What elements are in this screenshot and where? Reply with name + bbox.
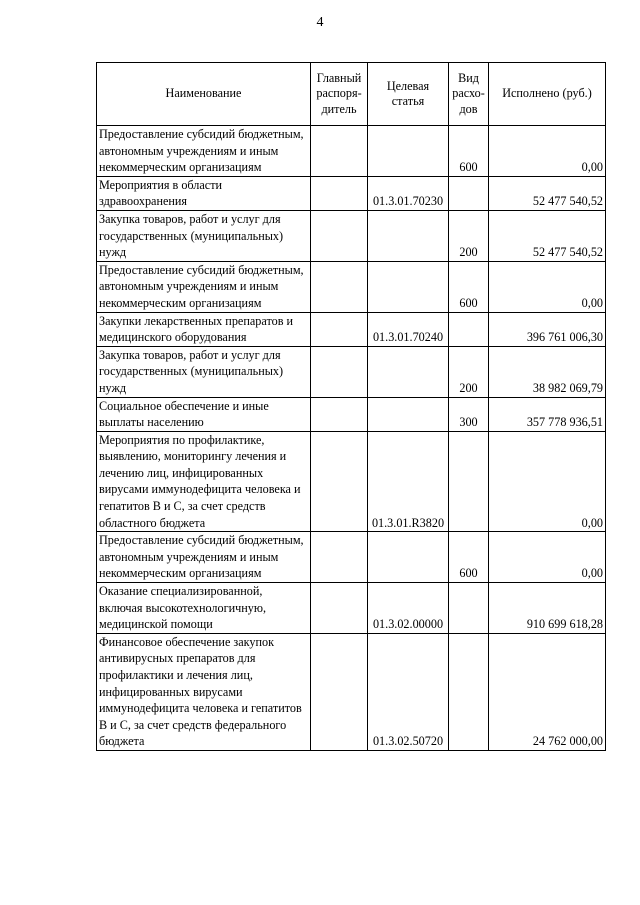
cell-name: Предоставление субсидий бюджетным, автономным учреждениям и иным некоммерческим организациям xyxy=(97,261,311,312)
cell-target xyxy=(368,126,449,177)
cell-manager xyxy=(311,261,368,312)
cell-executed: 357 778 936,51 xyxy=(489,397,606,431)
table-row xyxy=(97,176,606,210)
cell-type: 200 xyxy=(449,346,489,397)
cell-executed: 24 762 000,00 xyxy=(489,633,606,750)
cell-manager xyxy=(311,633,368,750)
cell-name: Закупки лекарственных препаратов и медицинского оборудования xyxy=(97,312,311,346)
cell-target xyxy=(368,532,449,583)
cell-target xyxy=(368,397,449,431)
cell-manager xyxy=(311,176,368,210)
cell-name: Социальное обеспечение и иные выплаты населению xyxy=(97,397,311,431)
header-row xyxy=(97,63,606,126)
cell-manager xyxy=(311,210,368,261)
cell-type: 600 xyxy=(449,532,489,583)
header-name: Наименование xyxy=(97,63,311,126)
table-row xyxy=(97,397,606,431)
cell-manager xyxy=(311,346,368,397)
cell-executed: 0,00 xyxy=(489,431,606,532)
cell-type: 300 xyxy=(449,397,489,431)
table-row xyxy=(97,312,606,346)
table-row xyxy=(97,346,606,397)
cell-executed: 396 761 006,30 xyxy=(489,312,606,346)
cell-manager xyxy=(311,583,368,634)
cell-type xyxy=(449,431,489,532)
cell-name: Закупка товаров, работ и услуг для государственных (муниципальных) нужд xyxy=(97,346,311,397)
cell-target xyxy=(368,261,449,312)
cell-type: 600 xyxy=(449,261,489,312)
table-row xyxy=(97,261,606,312)
cell-manager xyxy=(311,532,368,583)
table-row xyxy=(97,633,606,750)
cell-manager xyxy=(311,397,368,431)
cell-executed: 52 477 540,52 xyxy=(489,176,606,210)
cell-target: 01.3.01.R3820 xyxy=(368,431,449,532)
cell-name: Предоставление субсидий бюджетным, автономным учреждениям и иным некоммерческим организациям xyxy=(97,532,311,583)
header-executed: Исполнено (руб.) xyxy=(489,63,606,126)
page-number: 4 xyxy=(316,15,324,30)
cell-manager xyxy=(311,431,368,532)
cell-executed: 0,00 xyxy=(489,532,606,583)
table-row xyxy=(97,583,606,634)
cell-name: Закупка товаров, работ и услуг для государственных (муниципальных) нужд xyxy=(97,210,311,261)
cell-type: 200 xyxy=(449,210,489,261)
cell-type: 600 xyxy=(449,126,489,177)
cell-target: 01.3.02.00000 xyxy=(368,583,449,634)
cell-target xyxy=(368,346,449,397)
cell-manager xyxy=(311,312,368,346)
cell-executed: 52 477 540,52 xyxy=(489,210,606,261)
cell-name: Оказание специализированной, включая высокотехнологичную, медицинской помощи xyxy=(97,583,311,634)
table-row xyxy=(97,532,606,583)
cell-type xyxy=(449,633,489,750)
header-type: Вид расхо-дов xyxy=(449,63,489,126)
cell-name: Предоставление субсидий бюджетным, автономным учреждениям и иным некоммерческим организациям xyxy=(97,126,311,177)
cell-target xyxy=(368,210,449,261)
cell-type xyxy=(449,176,489,210)
cell-name: Мероприятия в области здравоохранения xyxy=(97,176,311,210)
cell-executed: 910 699 618,28 xyxy=(489,583,606,634)
cell-type xyxy=(449,312,489,346)
cell-target: 01.3.01.70240 xyxy=(368,312,449,346)
cell-manager xyxy=(311,126,368,177)
cell-executed: 0,00 xyxy=(489,126,606,177)
cell-target: 01.3.01.70230 xyxy=(368,176,449,210)
table-row xyxy=(97,126,606,177)
header-target: Целевая статья xyxy=(368,63,449,126)
cell-type xyxy=(449,583,489,634)
table-row xyxy=(97,210,606,261)
cell-executed: 0,00 xyxy=(489,261,606,312)
cell-executed: 38 982 069,79 xyxy=(489,346,606,397)
cell-target: 01.3.02.50720 xyxy=(368,633,449,750)
header-manager: Главный распоря-дитель xyxy=(311,63,368,126)
table-row xyxy=(97,431,606,532)
budget-table xyxy=(96,62,606,751)
cell-name: Финансовое обеспечение закупок антивирусных препаратов для профилактики и лечения лиц, инфицированных вирусами иммунодефицита человека и гепатитов B и C, за счет средств федерального бюджета xyxy=(97,633,311,750)
cell-name: Мероприятия по профилактике, выявлению, мониторингу лечения и лечению лиц, инфицированных вирусами иммунодефицита человека и гепатитов B и C, за счет средств областного бюджета xyxy=(97,431,311,532)
